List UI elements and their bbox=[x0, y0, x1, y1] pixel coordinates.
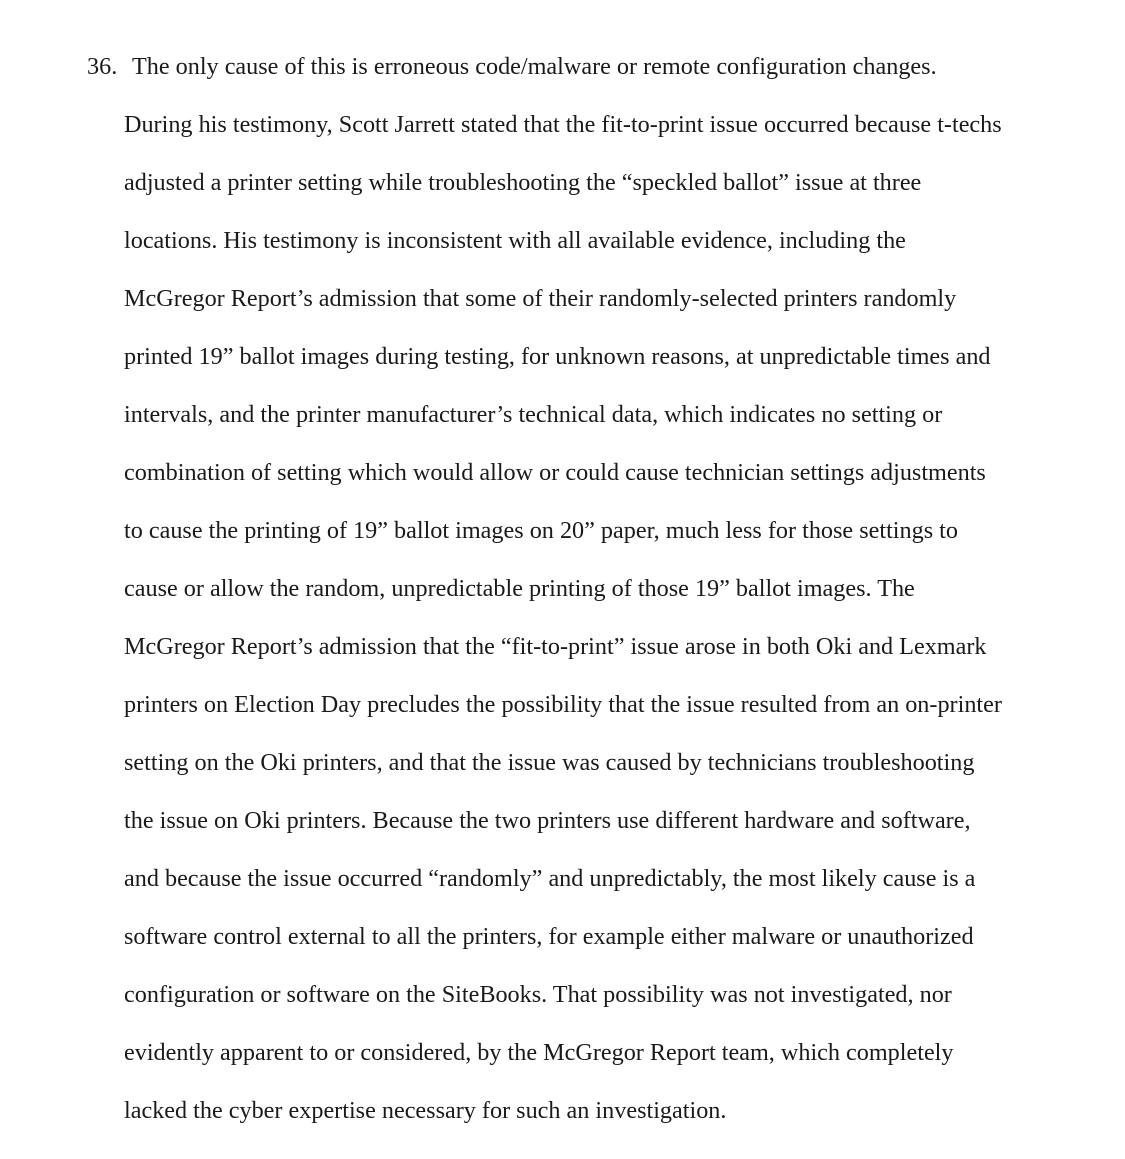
text-line: printers on Election Day precludes the possibility that the issue resulted from an on-printer bbox=[124, 691, 1002, 718]
text-line: locations. His testimony is inconsistent with all available evidence, including the bbox=[124, 227, 906, 254]
text-line: The only cause of this is erroneous code/malware or remote configuration changes. bbox=[132, 53, 937, 80]
text-line: adjusted a printer setting while troubleshooting the “speckled ballot” issue at three bbox=[124, 169, 922, 196]
text-line: software control external to all the printers, for example either malware or unauthorized bbox=[124, 923, 974, 950]
text-line: to cause the printing of 19” ballot images on 20” paper, much less for those settings to bbox=[124, 517, 958, 544]
text-line: During his testimony, Scott Jarrett stated that the fit-to-print issue occurred because t-techs bbox=[124, 111, 1002, 138]
text-line: and because the issue occurred “randomly” and unpredictably, the most likely cause is a bbox=[124, 865, 976, 892]
text-line: configuration or software on the SiteBooks. That possibility was not investigated, nor bbox=[124, 981, 952, 1008]
paragraph-number: 36. bbox=[87, 53, 118, 80]
text-line: cause or allow the random, unpredictable printing of those 19” ballot images. The bbox=[124, 575, 915, 602]
text-line: setting on the Oki printers, and that the issue was caused by technicians troubleshooting bbox=[124, 749, 975, 776]
text-line: intervals, and the printer manufacturer’s technical data, which indicates no setting or bbox=[124, 401, 943, 428]
text-line: combination of setting which would allow or could cause technician settings adjustments bbox=[124, 459, 986, 486]
text-line: McGregor Report’s admission that the “fit-to-print” issue arose in both Oki and Lexmark bbox=[124, 633, 987, 660]
text-line: McGregor Report’s admission that some of their randomly-selected printers randomly bbox=[124, 285, 957, 312]
text-line: the issue on Oki printers. Because the two printers use different hardware and software, bbox=[124, 807, 971, 834]
text-line: lacked the cyber expertise necessary for such an investigation. bbox=[124, 1097, 727, 1124]
text-line: evidently apparent to or considered, by the McGregor Report team, which completely bbox=[124, 1039, 954, 1066]
text-line: printed 19” ballot images during testing, for unknown reasons, at unpredictable times and bbox=[124, 343, 991, 370]
